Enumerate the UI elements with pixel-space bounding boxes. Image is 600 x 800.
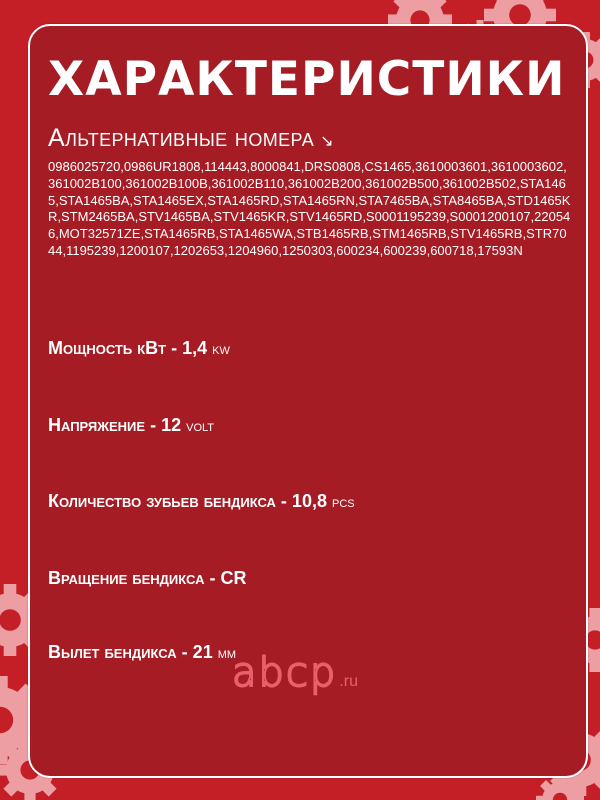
- spec-power-label: Мощность кВт - 1,4: [48, 338, 208, 358]
- arrow-down-right-icon: ↘: [320, 133, 334, 150]
- spec-power: [48, 338, 230, 359]
- spec-power-unit: kw: [212, 341, 230, 358]
- spec-teeth: [48, 491, 355, 512]
- alt-numbers-heading-text: Альтернативные номера: [48, 124, 315, 152]
- spec-voltage: [48, 415, 214, 436]
- spec-reach-unit: мм: [217, 645, 237, 662]
- abcp-logo: [232, 650, 358, 696]
- alt-numbers-list: 0986025720,0986UR1808,114443,8000841,DRS0808,CS1465,3610003601,3610003602,361002B100,361002B100B,361002B110,361002B200,361002B500,361002B502,STA1465,STA1465BA,STA1465EX,STA1465RD,STA1465RN,STA7465BA,STA8465BA,STD1465KR,STM2465BA,STV1465BA,STV1465KR,STV1465RD,S0001195239,S0001200107,220546,MOT32571ZE,STA1465RB,STA1465WA,STB1465RB,STM1465RB,STV1465RB,STR7044,1195239,1200107,1202653,1204960,1250303,600234,600239,600718,17593N: [48, 159, 571, 258]
- spec-reach-label: Вылет бендикса - 21: [48, 642, 213, 662]
- page-title: ХАРАКТЕРИСТИКИ: [48, 52, 566, 107]
- spec-teeth-unit: pcs: [331, 494, 355, 511]
- alt-numbers-heading: [48, 124, 334, 153]
- spec-rotation-label: Вращение бендикса - CR: [48, 568, 247, 588]
- abcp-logo-tld: .ru: [339, 673, 358, 690]
- abcp-logo-text: abcp: [232, 650, 338, 696]
- spec-teeth-label: Количество зубьев бендикса - 10,8: [48, 491, 327, 511]
- spec-reach: [48, 642, 236, 663]
- spec-rotation: [48, 568, 246, 589]
- spec-voltage-unit: volt: [186, 418, 215, 435]
- spec-voltage-label: Напряжение - 12: [48, 415, 182, 435]
